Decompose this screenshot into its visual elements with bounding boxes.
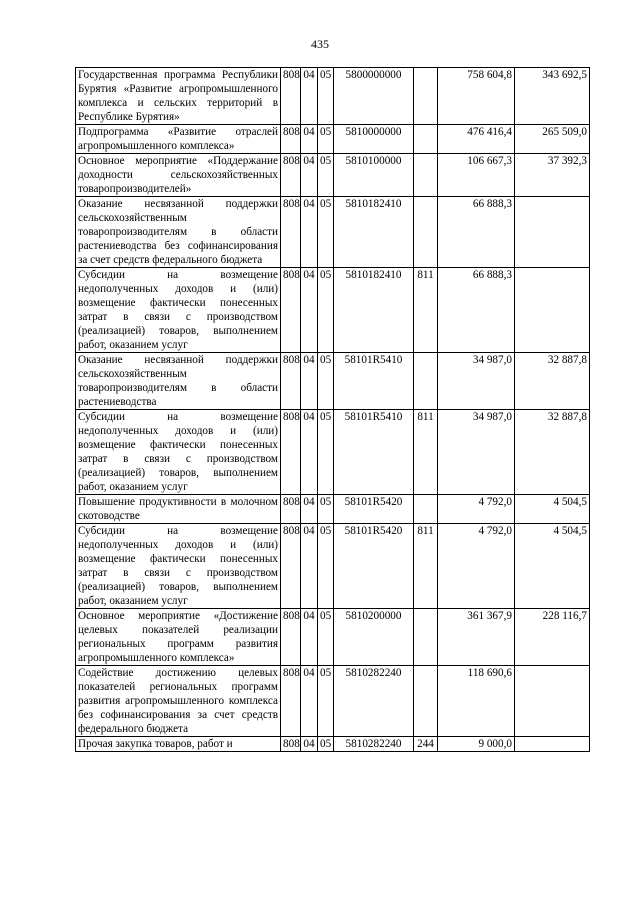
grbs-code-cell: 808 (281, 268, 301, 353)
subsection-code-cell: 05 (318, 268, 334, 353)
amount-cell: 4 504,5 (515, 524, 590, 609)
row-name-cell: Субсидии на возмещение недополученных доходов и (или) возмещение фактически понесенных затрат в связи с производством (реализацией) товаров, выполнением работ, оказанием услуг (76, 410, 281, 495)
row-name-cell: Основное мероприятие «Достижение целевых показателей реализации региональных программ развития агропромышленного комплекса» (76, 609, 281, 666)
amount-cell: 66 888,3 (438, 268, 515, 353)
amount-cell: 34 987,0 (438, 353, 515, 410)
section-code-cell: 04 (301, 268, 318, 353)
target-article-cell: 5810100000 (334, 154, 414, 197)
amount-cell: 34 987,0 (438, 410, 515, 495)
subsection-code-cell: 05 (318, 524, 334, 609)
target-article-cell: 58101R5410 (334, 353, 414, 410)
amount-cell: 228 116,7 (515, 609, 590, 666)
amount-cell: 66 888,3 (438, 197, 515, 268)
subsection-code-cell: 05 (318, 154, 334, 197)
target-article-cell: 5810282240 (334, 666, 414, 737)
table-row (76, 268, 590, 353)
amount-cell: 32 887,8 (515, 353, 590, 410)
table-body (76, 68, 590, 752)
amount-cell: 32 887,8 (515, 410, 590, 495)
target-article-cell: 58101R5420 (334, 524, 414, 609)
budget-table (75, 67, 590, 752)
grbs-code-cell: 808 (281, 737, 301, 752)
amount-cell: 37 392,3 (515, 154, 590, 197)
target-article-cell: 5810182410 (334, 268, 414, 353)
section-code-cell: 04 (301, 125, 318, 154)
amount-cell (515, 666, 590, 737)
expense-type-cell (414, 353, 438, 410)
subsection-code-cell: 05 (318, 68, 334, 125)
grbs-code-cell: 808 (281, 410, 301, 495)
expense-type-cell: 811 (414, 524, 438, 609)
target-article-cell: 5800000000 (334, 68, 414, 125)
table-row (76, 125, 590, 154)
table-row (76, 609, 590, 666)
grbs-code-cell: 808 (281, 609, 301, 666)
expense-type-cell (414, 125, 438, 154)
subsection-code-cell: 05 (318, 609, 334, 666)
grbs-code-cell: 808 (281, 353, 301, 410)
grbs-code-cell: 808 (281, 68, 301, 125)
table-row (76, 524, 590, 609)
target-article-cell: 5810000000 (334, 125, 414, 154)
amount-cell: 4 504,5 (515, 495, 590, 524)
table-row (76, 154, 590, 197)
section-code-cell: 04 (301, 666, 318, 737)
grbs-code-cell: 808 (281, 197, 301, 268)
subsection-code-cell: 05 (318, 197, 334, 268)
row-name-cell: Субсидии на возмещение недополученных доходов и (или) возмещение фактически понесенных затрат в связи с производством (реализацией) товаров, выполнением работ, оказанием услуг (76, 524, 281, 609)
grbs-code-cell: 808 (281, 495, 301, 524)
amount-cell (515, 737, 590, 752)
table-row (76, 495, 590, 524)
table-row (76, 353, 590, 410)
subsection-code-cell: 05 (318, 410, 334, 495)
table-row (76, 737, 590, 752)
target-article-cell: 5810182410 (334, 197, 414, 268)
expense-type-cell (414, 154, 438, 197)
section-code-cell: 04 (301, 154, 318, 197)
section-code-cell: 04 (301, 609, 318, 666)
grbs-code-cell: 808 (281, 154, 301, 197)
subsection-code-cell: 05 (318, 353, 334, 410)
target-article-cell: 58101R5410 (334, 410, 414, 495)
grbs-code-cell: 808 (281, 524, 301, 609)
row-name-cell: Основное мероприятие «Поддержание доходности сельскохозяйственных товаропроизводителей» (76, 154, 281, 197)
row-name-cell: Государственная программа Республики Бурятия «Развитие агропромышленного комплекса и сельских территорий в Республике Бурятия» (76, 68, 281, 125)
row-name-cell: Подпрограмма «Развитие отраслей агропромышленного комплекса» (76, 125, 281, 154)
section-code-cell: 04 (301, 410, 318, 495)
page-number: 435 (311, 37, 329, 51)
subsection-code-cell: 05 (318, 125, 334, 154)
section-code-cell: 04 (301, 737, 318, 752)
amount-cell: 758 604,8 (438, 68, 515, 125)
amount-cell: 9 000,0 (438, 737, 515, 752)
row-name-cell: Содействие достижению целевых показателей региональных программ развития агропромышленного комплекса без софинансирования за счет средств федерального бюджета (76, 666, 281, 737)
row-name-cell: Повышение продуктивности в молочном скотоводстве (76, 495, 281, 524)
grbs-code-cell: 808 (281, 125, 301, 154)
amount-cell (515, 268, 590, 353)
table-row (76, 68, 590, 125)
subsection-code-cell: 05 (318, 495, 334, 524)
expense-type-cell (414, 609, 438, 666)
row-name-cell: Оказание несвязанной поддержки сельскохозяйственным товаропроизводителям в области растениеводства (76, 353, 281, 410)
section-code-cell: 04 (301, 495, 318, 524)
section-code-cell: 04 (301, 68, 318, 125)
subsection-code-cell: 05 (318, 666, 334, 737)
table-row (76, 666, 590, 737)
target-article-cell: 58101R5420 (334, 495, 414, 524)
expense-type-cell (414, 197, 438, 268)
amount-cell (515, 197, 590, 268)
expense-type-cell: 244 (414, 737, 438, 752)
target-article-cell: 5810282240 (334, 737, 414, 752)
expense-type-cell (414, 666, 438, 737)
target-article-cell: 5810200000 (334, 609, 414, 666)
amount-cell: 265 509,0 (515, 125, 590, 154)
amount-cell: 476 416,4 (438, 125, 515, 154)
row-name-cell: Оказание несвязанной поддержки сельскохозяйственным товаропроизводителям в области растениеводства без софинансирования за счет средств федерального бюджета (76, 197, 281, 268)
table-row (76, 197, 590, 268)
amount-cell: 343 692,5 (515, 68, 590, 125)
amount-cell: 361 367,9 (438, 609, 515, 666)
grbs-code-cell: 808 (281, 666, 301, 737)
section-code-cell: 04 (301, 353, 318, 410)
amount-cell: 106 667,3 (438, 154, 515, 197)
row-name-cell: Прочая закупка товаров, работ и (76, 737, 281, 752)
amount-cell: 4 792,0 (438, 524, 515, 609)
expense-type-cell (414, 68, 438, 125)
amount-cell: 4 792,0 (438, 495, 515, 524)
table-row (76, 410, 590, 495)
expense-type-cell: 811 (414, 410, 438, 495)
subsection-code-cell: 05 (318, 737, 334, 752)
section-code-cell: 04 (301, 524, 318, 609)
row-name-cell: Субсидии на возмещение недополученных доходов и (или) возмещение фактически понесенных затрат в связи с производством (реализацией) товаров, выполнением работ, оказанием услуг (76, 268, 281, 353)
section-code-cell: 04 (301, 197, 318, 268)
amount-cell: 118 690,6 (438, 666, 515, 737)
expense-type-cell: 811 (414, 268, 438, 353)
expense-type-cell (414, 495, 438, 524)
